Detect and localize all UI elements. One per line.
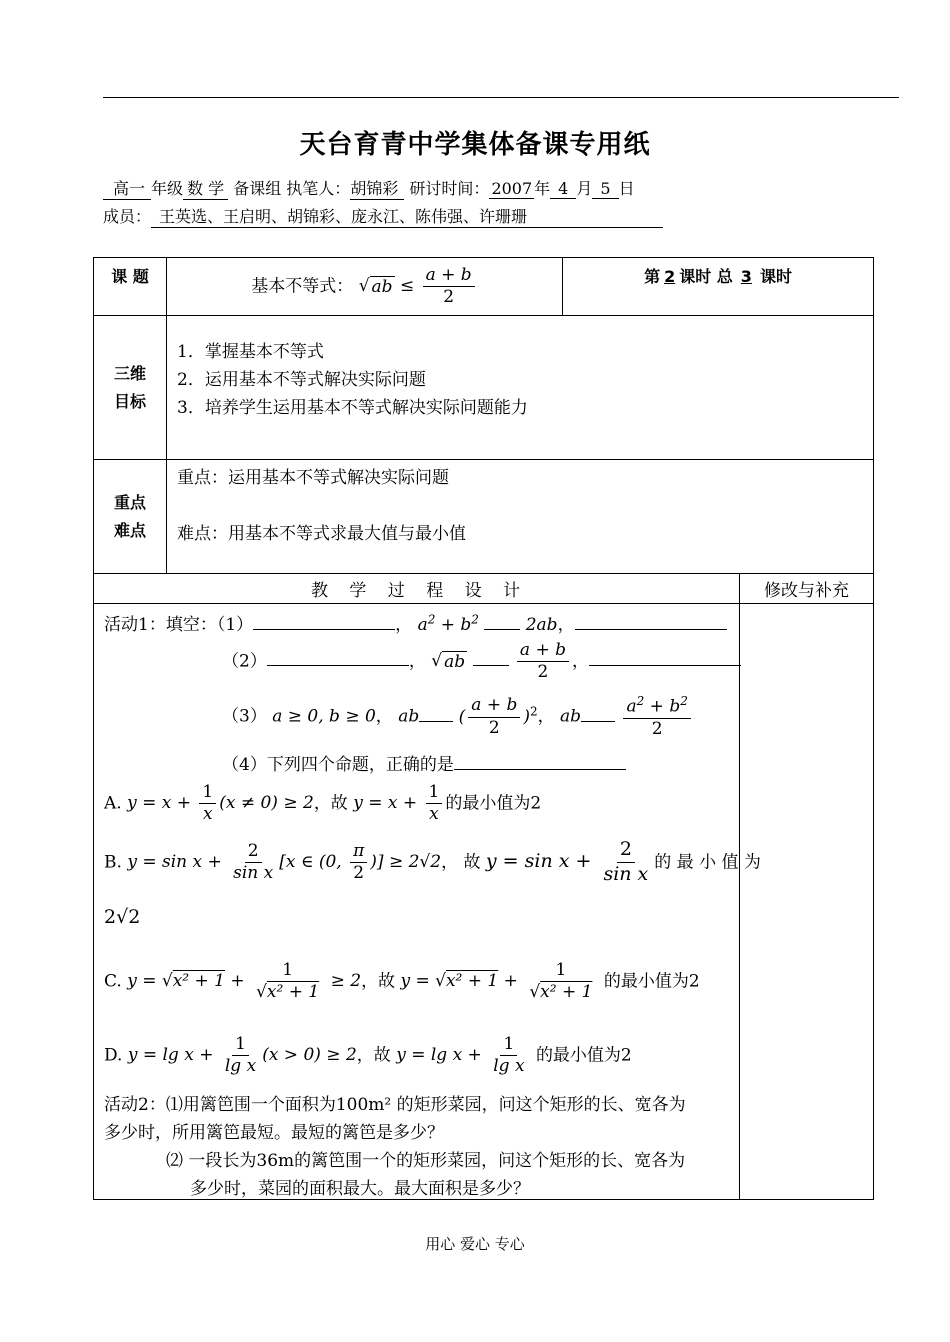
day-suffix: 日	[618, 179, 635, 198]
focus-label: 重点 难点	[94, 460, 167, 574]
goals-label: 三维 目标	[94, 316, 167, 460]
group-label: 备课组 执笔人：	[233, 179, 351, 198]
goals-list	[167, 316, 874, 460]
focus-cell	[167, 460, 874, 574]
key-point: 重点：运用基本不等式解决实际问题	[177, 468, 449, 488]
activity2-line1: 活动2：⑴用篱笆围一个面积为100m² 的矩形菜园，问这个矩形的长、宽各为	[104, 1095, 686, 1115]
year-suffix: 年	[534, 179, 551, 198]
period-num: 2	[664, 267, 676, 286]
grade-value: 高一	[103, 176, 151, 200]
lesson-table	[93, 257, 874, 1200]
goal-item: 1．掌握基本不等式	[177, 342, 324, 362]
topic-text: 基本不等式：	[251, 276, 354, 296]
option-a: A. y = x + $\frac{1}{x}$ (x ≠ 0) ≥ 2，故 y = x + $\frac{1}{x}$ 的最小值为2	[104, 782, 542, 825]
date-label: 研讨时间：	[409, 179, 490, 198]
subject-value: 数 学	[183, 176, 228, 200]
activity1-q1: 活动1：填空：（1） ， $a^2 + b^2$ 2ab，	[104, 610, 727, 635]
author-value: 胡锦彩	[350, 176, 404, 200]
option-b: B. y = sin x + $\frac{2}{\text{sin x}}$ [x ∈ (0, $\frac{\pi}{2}$ )] ≥ 2√2， 故 y = sin x + $\frac{2}{\text{sin x}}$ 的 最 小 值 为	[104, 838, 761, 885]
topic-cell	[167, 258, 563, 316]
members-value: 王英选、王启明、胡锦彩、庞永江、陈伟强、许珊珊	[151, 204, 663, 228]
side-header: 修改与补充	[740, 574, 874, 604]
activity1-q4: （4）下列四个命题，正确的是	[222, 750, 626, 775]
goal-item: 3．培养学生运用基本不等式解决实际问题能力	[177, 398, 528, 418]
footer-text: 用心 爱心 专心	[425, 1235, 525, 1253]
total-num: 3	[740, 267, 752, 286]
day-value: 5	[592, 179, 618, 199]
activity1-q3: （3） a ≥ 0, b ≥ 0， ab ( $\frac{a + b}{2}$ )$^2$， ab $\frac{a^2 + b^2}{2}$	[222, 694, 694, 740]
process-header: 教 学 过 程 设 计	[94, 574, 740, 604]
members-label: 成员：	[103, 207, 152, 226]
members-line	[103, 204, 663, 228]
side-notes	[740, 604, 874, 1200]
goal-item: 2．运用基本不等式解决实际问题	[177, 370, 426, 390]
page-title: 天台育青中学集体备课专用纸	[299, 130, 651, 160]
process-body	[94, 604, 761, 1200]
meta-line	[103, 176, 635, 200]
difficulty-point: 难点：用基本不等式求最大值与最小值	[177, 524, 466, 544]
period-cell: 第 2 课时 总 3 课时	[563, 258, 874, 316]
activity2-line2: 多少时，所用篱笆最短。最短的篱笆是多少？	[104, 1123, 444, 1143]
option-d: D. y = lg x + $\frac{1}{\text{lg x}}$ (x > 0) ≥ 2，故 y = lg x + $\frac{1}{\text{lg x}}$ 的最小值为2	[104, 1034, 632, 1077]
option-c: C. y = √x² + 1 + $\frac{1}{\text{√x² + 1}}$ ≥ 2，故 y = √x² + 1 + $\frac{1}{\text{√x² + 1}}$ 的最小值为2	[104, 960, 700, 1003]
topic-formula: √ ab ≤ $\frac{a + b}{2}$	[359, 276, 478, 296]
month-suffix: 月	[576, 179, 593, 198]
option-b-value: 2√2	[104, 906, 141, 928]
grade-label: 年级	[151, 179, 184, 198]
activity1-q2: （2） ， √ ab $\frac{a + b}{2}$ ，	[222, 640, 741, 684]
topic-label: 课 题	[94, 258, 167, 316]
activity2-line4: 多少时，菜园的面积最大。最大面积是多少？	[190, 1179, 530, 1199]
header-rule	[103, 97, 899, 98]
year-value: 2007	[491, 179, 533, 198]
month-value: 4	[550, 179, 576, 199]
activity2-line3: ⑵ 一段长为36m的篱笆围一个的矩形菜园，问这个矩形的长、宽各为	[166, 1151, 686, 1171]
